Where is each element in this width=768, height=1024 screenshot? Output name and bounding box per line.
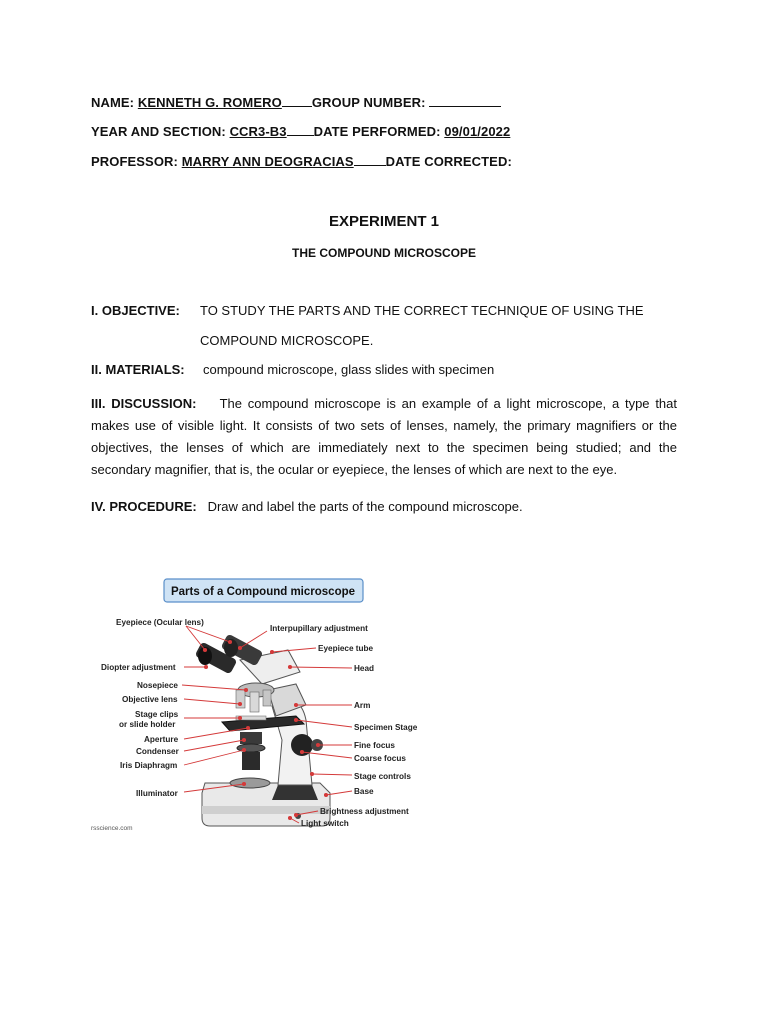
label-stage-clips-1: Stage clips	[135, 710, 179, 719]
label-interpupillary: Interpupillary adjustment	[270, 624, 368, 633]
label-nosepiece: Nosepiece	[137, 681, 178, 690]
label-iris: Iris Diaphragm	[120, 761, 178, 770]
label-specimen-stage: Specimen Stage	[354, 723, 418, 732]
objective-label: I. OBJECTIVE:	[91, 303, 180, 318]
objective-line1: TO STUDY THE PARTS AND THE CORRECT TECHNIQUE OF USING THE	[200, 303, 644, 318]
year-value: CCR3-B3	[229, 124, 287, 139]
label-illuminator: Illuminator	[136, 789, 178, 798]
professor-label: PROFESSOR:	[91, 154, 178, 169]
date-performed-value: 09/01/2022	[444, 124, 511, 139]
label-diopter: Diopter adjustment	[101, 663, 176, 672]
label-base: Base	[354, 787, 374, 796]
objective-line2: COMPOUND MICROSCOPE.	[200, 333, 374, 348]
label-aperture: Aperture	[144, 735, 179, 744]
materials-text: compound microscope, glass slides with specimen	[203, 362, 495, 377]
procedure-label: IV. PROCEDURE:	[91, 499, 197, 514]
label-brightness: Brightness adjustment	[320, 807, 409, 816]
year-label: YEAR AND SECTION:	[91, 124, 226, 139]
label-fine-focus: Fine focus	[354, 741, 395, 750]
figure-credit: rsscience.com	[91, 825, 133, 832]
professor-value: MARRY ANN DEOGRACIAS	[181, 154, 354, 169]
label-eyepiece: Eyepiece (Ocular lens)	[116, 618, 204, 627]
figure-title: Parts of a Compound microscope	[170, 586, 356, 598]
group-label: GROUP NUMBER:	[311, 95, 426, 110]
name-value: KENNETH G. ROMERO	[137, 95, 282, 110]
microscope-illustration	[195, 634, 330, 826]
materials-label: II. MATERIALS:	[91, 362, 185, 377]
date-performed-label: DATE PERFORMED:	[313, 124, 441, 139]
label-eyepiece-tube: Eyepiece tube	[318, 644, 374, 653]
label-light-switch: Light switch	[301, 819, 349, 828]
discussion-label: III. DISCUSSION:	[91, 396, 197, 411]
experiment-subtitle: THE COMPOUND MICROSCOPE	[291, 246, 476, 260]
label-stage-controls: Stage controls	[354, 772, 411, 781]
procedure-text: Draw and label the parts of the compound microscope.	[207, 499, 523, 514]
label-objective-lens: Objective lens	[122, 695, 178, 704]
discussion-text: The compound microscope is an example of a light microscope, a type that makes use of visible light. It consists of two sets of lenses, namely, the primary magnifiers or the objectives, the lenses of which are immediately next to the specimen being studied; and the secondary magnifier, that is, the ocular or eyepiece, the lenses of which are next to the eye.	[91, 396, 677, 477]
label-head: Head	[354, 664, 375, 673]
date-corrected-label: DATE CORRECTED:	[385, 154, 512, 169]
label-condenser: Condenser	[136, 747, 179, 756]
label-arm: Arm	[354, 701, 371, 710]
label-stage-clips-2: or slide holder	[119, 720, 176, 729]
name-label: NAME:	[91, 95, 135, 110]
experiment-title: EXPERIMENT 1	[328, 213, 440, 230]
label-coarse-focus: Coarse focus	[354, 754, 406, 763]
